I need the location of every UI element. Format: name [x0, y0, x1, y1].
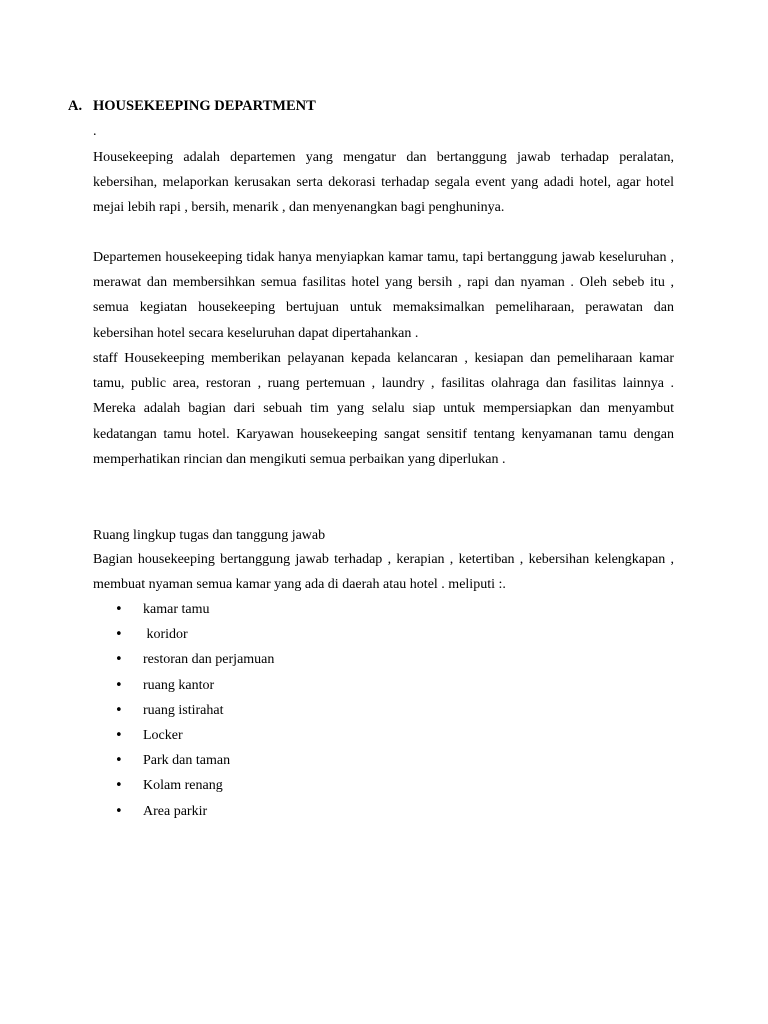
area-list: [115, 600, 274, 827]
paragraph-definition: Housekeeping adalah departemen yang mengatur dan bertanggung jawab terhadap peralatan, kebersihan, melaporkan kerusakan serta dekorasi terhadap segala event yang adadi hotel, agar hotel mejai lebih rapi , bersih, menarik , dan menyenangkan bagi penghuninya.: [93, 150, 674, 216]
list-item: [115, 676, 274, 701]
list-item: [115, 751, 274, 776]
section-letter: A.: [68, 98, 83, 114]
list-item: [115, 650, 274, 675]
bullet-icon: •: [115, 803, 123, 819]
heading-dot: .: [93, 124, 97, 139]
list-item: [115, 625, 274, 650]
list-item-label: koridor: [143, 627, 188, 643]
bullet-icon: •: [115, 652, 123, 668]
bullet-icon: •: [115, 677, 123, 693]
list-item: [115, 802, 274, 827]
list-item: [115, 701, 274, 726]
list-item-label: Kolam renang: [143, 778, 223, 794]
list-item-label: Park dan taman: [143, 753, 231, 769]
bullet-icon: •: [115, 602, 123, 617]
paragraph-responsibility: Bagian housekeeping bertanggung jawab terhadap , kerapian , ketertiban , kebersihan kelengkapan , membuat nyaman semua kamar yang ada di daerah atau hotel . meliputi :.: [93, 552, 674, 593]
bullet-icon: •: [115, 627, 123, 643]
list-item: [115, 776, 274, 801]
list-item: [115, 600, 274, 625]
list-item-label: ruang kantor: [143, 677, 215, 693]
bullet-icon: •: [115, 753, 123, 769]
section-title: HOUSEKEEPING DEPARTMENT: [93, 98, 316, 114]
list-item-label: Area parkir: [143, 803, 208, 819]
paragraph-staff-services: staff Housekeeping memberikan pelayanan kepada kelancaran , kesiapan dan pemeliharaan kamar tamu, public area, restoran , ruang pertemuan , laundry , fasilitas olahraga dan fasilitas lainnya . Mereka adalah bagian dari sebuah tim yang selalu siap untuk mempersiapkan dan menyambut kedatangan tamu hotel. Karyawan housekeeping sangat sensitif tentang kenyamanan tamu dengan memperhatikan rincian dan mengikuti semua perbaikan yang diperlukan .: [93, 351, 674, 467]
list-item-label: ruang istirahat: [143, 702, 224, 718]
list-item-label: kamar tamu: [143, 602, 210, 617]
paragraph-department-scope: Departemen housekeeping tidak hanya menyiapkan kamar tamu, tapi bertanggung jawab keseluruhan , merawat dan membersihkan semua fasilitas hotel yang bersih , rapi dan nyaman . Oleh sebeb itu , semua kegiatan housekeeping bertujuan untuk memaksimalkan pemeliharaan, perawatan dan kebersihan hotel secara keseluruhan dapat dipertahankan .: [93, 250, 674, 341]
bullet-icon: •: [115, 727, 123, 743]
bullet-icon: •: [115, 778, 123, 794]
section-heading: [68, 96, 316, 116]
list-item: [115, 726, 274, 751]
bullet-icon: •: [115, 702, 123, 718]
list-item-label: restoran dan perjamuan: [143, 652, 275, 668]
list-item-label: Locker: [143, 727, 183, 743]
scope-subtitle: Ruang lingkup tugas dan tanggung jawab: [93, 528, 326, 543]
